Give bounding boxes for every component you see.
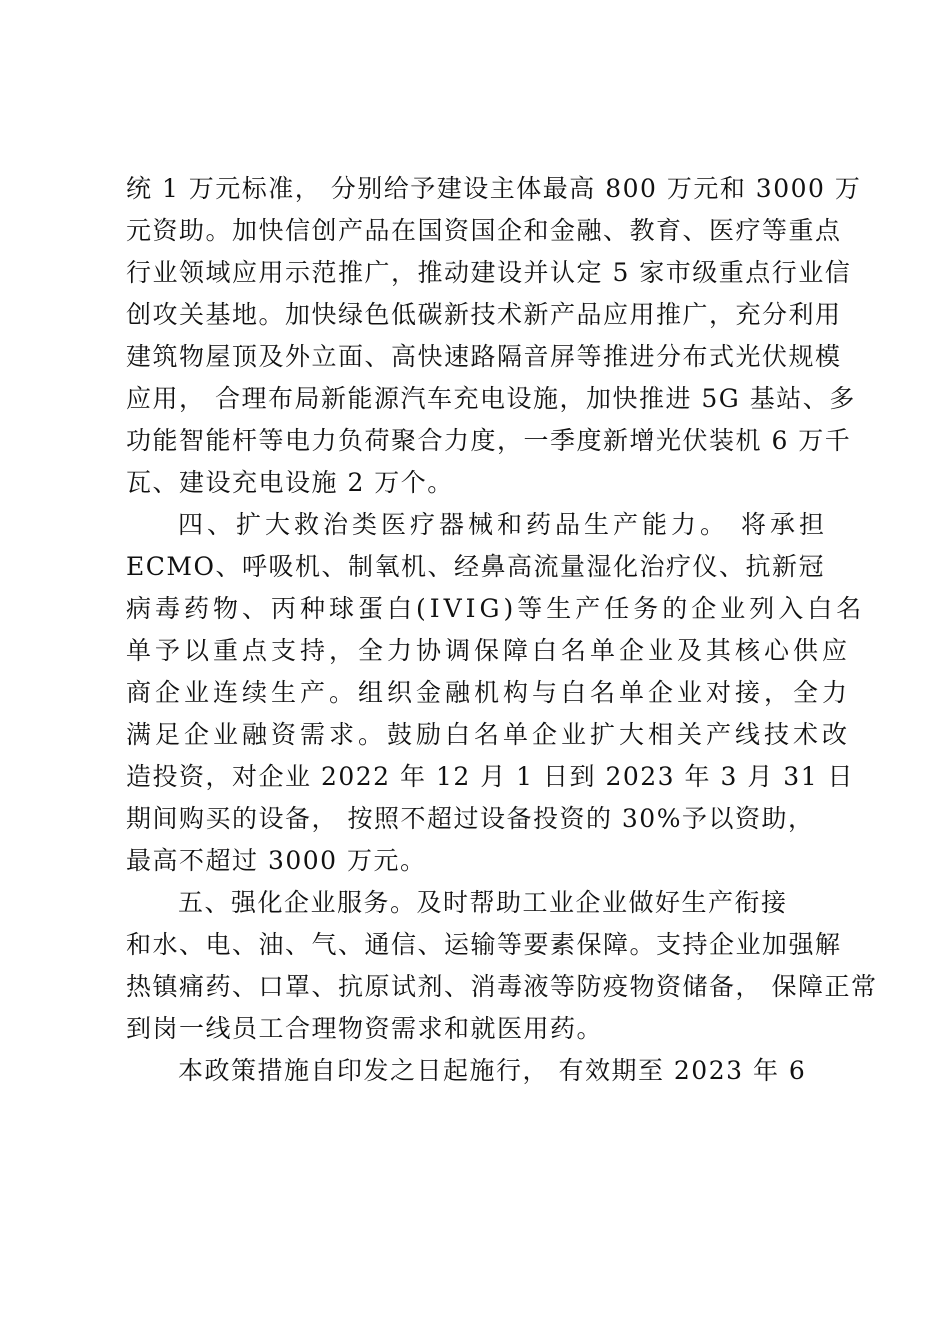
paragraph-effective-date [126,1050,826,1092]
text-line: 五、强化企业服务。及时帮助工业企业做好生产衔接 [178,888,788,917]
text-line: 期间购买的设备， 按照不超过设备投资的 30%予以资助， [126,804,815,833]
text-line: 应用， 合理布局新能源汽车充电设施，加快推进 5G 基站、多 [126,384,856,413]
text-line: 最高不超过 3000 万元。 [126,846,427,875]
text-line: 建筑物屋顶及外立面、高快速路隔音屏等推进分布式光伏规模 [126,342,842,371]
text-line: 本政策措施自印发之日起施行， 有效期至 2023 年 6 [178,1056,807,1085]
text-line: 病毒药物、丙种球蛋白(IVIG)等生产任务的企业列入白名 [126,594,866,623]
text-line: 创攻关基地。加快绿色低碳新技术新产品应用推广，充分利用 [126,300,842,329]
text-line: 热镇痛药、口罩、抗原试剂、消毒液等防疫物资储备， 保障正常 [126,972,878,1001]
paragraph-4-medical-supplies [126,504,866,882]
text-line: 和水、电、油、气、通信、运输等要素保障。支持企业加强解 [126,930,842,959]
paragraph-3-continuation [126,168,862,504]
text-line: 到岗一线员工合理物资需求和就医用药。 [126,1014,604,1043]
text-line: 造投资，对企业 2022 年 12 月 1 日到 2023 年 3 月 31 日 [126,762,855,791]
text-line: 满足企业融资需求。鼓励白名单企业扩大相关产线技术改 [126,720,852,749]
paragraph-5-enterprise-services [126,882,878,1050]
text-line: 行业领域应用示范推广，推动建设并认定 5 家市级重点行业信 [126,258,852,287]
text-line: 功能智能杆等电力负荷聚合力度，一季度新增光伏装机 6 万千 [126,426,852,455]
text-line: ECMO、呼吸机、制氧机、经鼻高流量湿化治疗仪、抗新冠 [126,552,825,581]
text-line: 元资助。加快信创产品在国资国企和金融、教育、医疗等重点 [126,216,842,245]
document-page [126,168,878,1092]
text-line: 四、扩大救治类医疗器械和药品生产能力。 将承担 [178,510,828,539]
text-line: 商企业连续生产。组织金融机构与白名单企业对接，全力 [126,678,852,707]
text-line: 单予以重点支持，全力协调保障白名单企业及其核心供应 [126,636,852,665]
text-line: 瓦、建设充电设施 2 万个。 [126,468,454,497]
text-line: 统 1 万元标准， 分别给予建设主体最高 800 万元和 3000 万 [126,174,862,203]
